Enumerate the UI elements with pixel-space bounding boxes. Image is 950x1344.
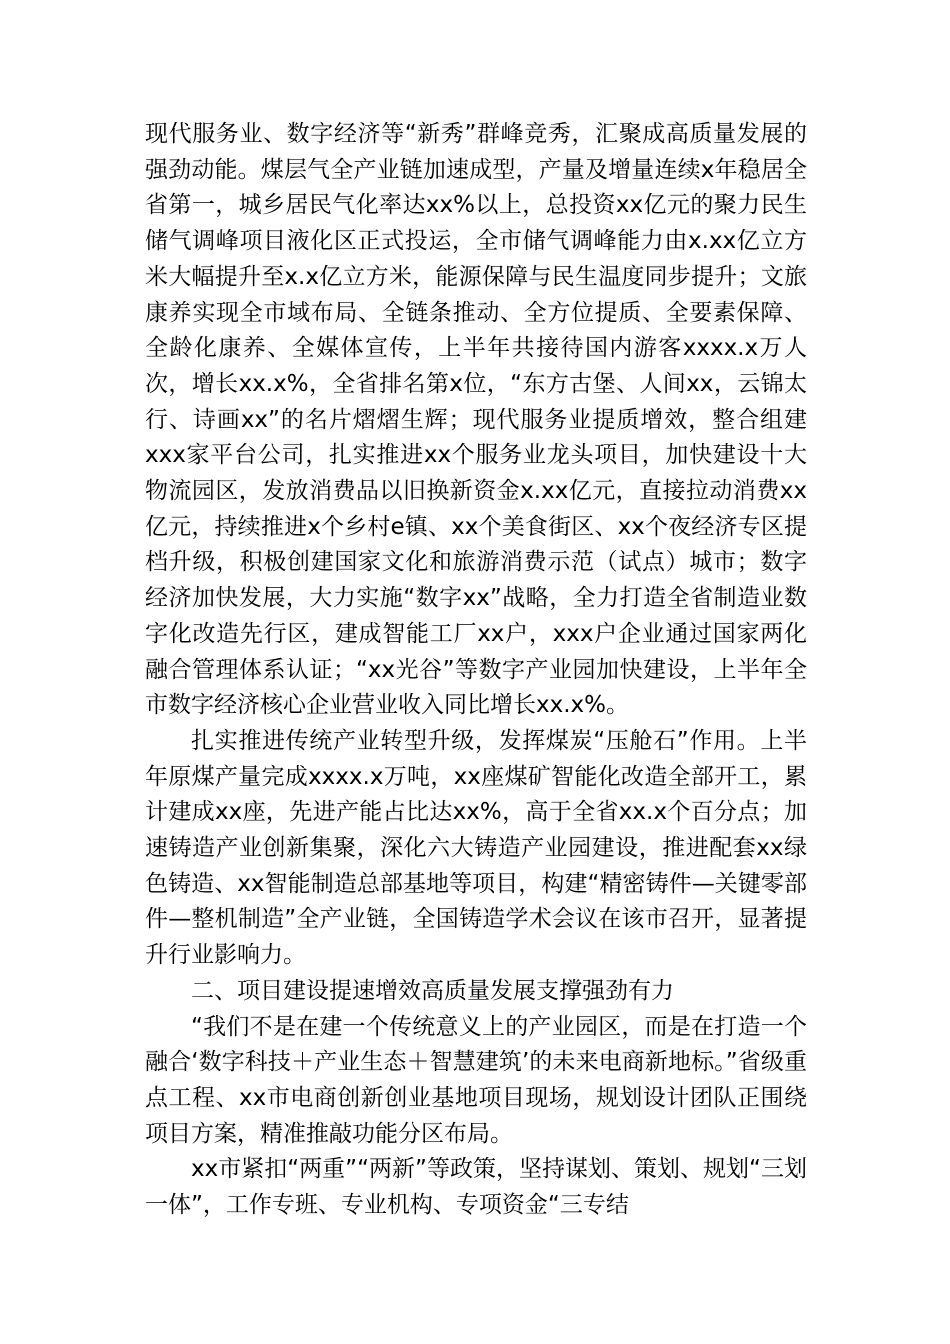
paragraph-quote: “我们不是在建一个传统意义上的产业园区，而是在打造一个融合‘数字科技＋产业生态＋智慧建筑’的未来电商新地标。”省级重点工程、xx市电商创新创业基地项目现场，规划设计团队正围绕项目方案，精准推敲功能分区布局。 <box>145 1013 807 1147</box>
paragraph-traditional-industry: 扎实推进传统产业转型升级，发挥煤炭“压舱石”作用。上半年原煤产量完成xxxx.x万吨，xx座煤矿智能化改造全部开工，累计建成xx座，先进产能占比达xx%，高于全省xx.x个百分点；加速铸造产业创新集聚，深化六大铸造产业园建设，推进配套xx绿色铸造、xx智能制造总部基地等项目，构建“精密铸件—关键零部件—整机制造”全产业链，全国铸造学术会议在该市召开，显著提升行业影响力。 <box>145 727 807 969</box>
section-heading: 二、项目建设提速增效高质量发展支撑强劲有力 <box>191 977 674 1004</box>
paragraph-policy: xx市紧扣“两重”“两新”等政策，坚持谋划、策划、规划“三划一体”，工作专班、专业机构、专项资金“三专结 <box>145 1156 807 1219</box>
paragraph-economy: 现代服务业、数字经济等“新秀”群峰竞秀，汇聚成高质量发展的强劲动能。煤层气全产业链加速成型，产量及增量连续x年稳居全省第一，城乡居民气化率达xx%以上，总投资xx亿元的聚力民生储气调峰项目液化区正式投运，全市储气调峰能力由x.xx亿立方米大幅提升至x.x亿立方米，能源保障与民生温度同步提升；文旅康养实现全市域布局、全链条推动、全方位提质、全要素保障、全龄化康养、全媒体宣传，上半年共接待国内游客xxxx.x万人次，增长xx.x%，全省排名第x位，“东方古堡、人间xx，云锦太行、诗画xx”的名片熠熠生辉；现代服务业提质增效，整合组建xxx家平台公司，扎实推进xx个服务业龙头项目，加快建设十大物流园区，发放消费品以旧换新资金x.xx亿元，直接拉动消费xx亿元，持续推进x个乡村e镇、xx个美食街区、xx个夜经济专区提档升级，积极创建国家文化和旅游消费示范（试点）城市；数字经济加快发展，大力实施“数字xx”战略，全力打造全省制造业数字化改造先行区，建成智能工厂xx户，xxx户企业通过国家两化融合管理体系认证；“xx光谷”等数字产业园加快建设，上半年全市数字经济核心企业营业收入同比增长xx.x%。 <box>145 121 807 719</box>
document-page <box>145 117 807 1224</box>
